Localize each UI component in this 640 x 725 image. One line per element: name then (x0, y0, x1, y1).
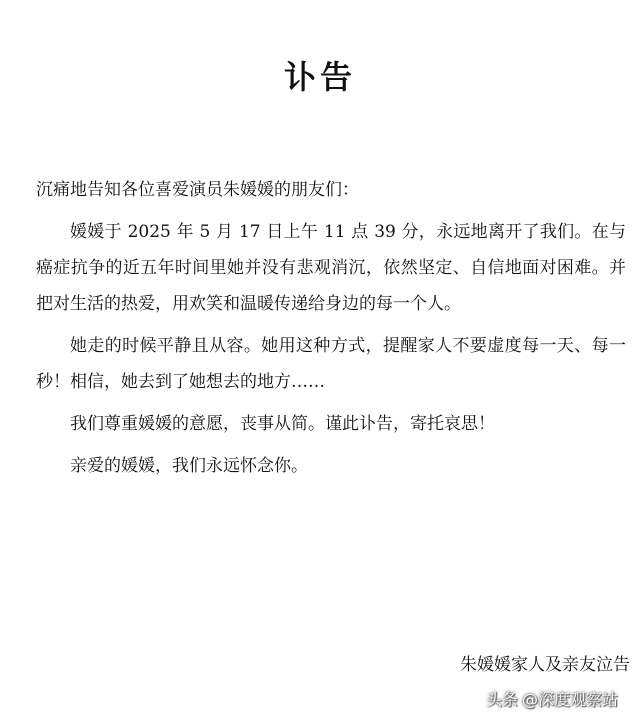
paragraph-farewell: 她走的时候平静且从容。她用这种方式，提醒家人不要虚度每一天、每一秒！相信，她去到了她想去的地方…… (36, 336, 626, 392)
paragraph-remembrance: 亲爱的媛媛，我们永远怀念你。 (70, 456, 308, 476)
paragraph-funeral-wishes: 我们尊重媛媛的意愿，丧事从简。谨此讣告，寄托哀思！ (70, 414, 495, 434)
watermark (486, 687, 618, 710)
paragraph-announcement: 媛媛于 2025 年 5 月 17 日上午 11 点 39 分，永远地离开了我们。在与癌症抗争的近五年时间里她并没有悲观消沉，依然坚定、自信地面对困难。并把对生活的热爱，用欢笑和温暖传递给身边的每一个人。 (36, 222, 626, 314)
watermark-platform: 头条 (485, 690, 518, 709)
notice-title: 讣告 (283, 58, 356, 96)
signature: 朱媛媛家人及亲友泣告 (460, 655, 630, 675)
salutation: 沉痛地告知各位喜爱演员朱媛媛的朋友们： (36, 180, 359, 200)
notice-body (36, 172, 626, 490)
watermark-handle: @深度观察站 (521, 690, 618, 709)
